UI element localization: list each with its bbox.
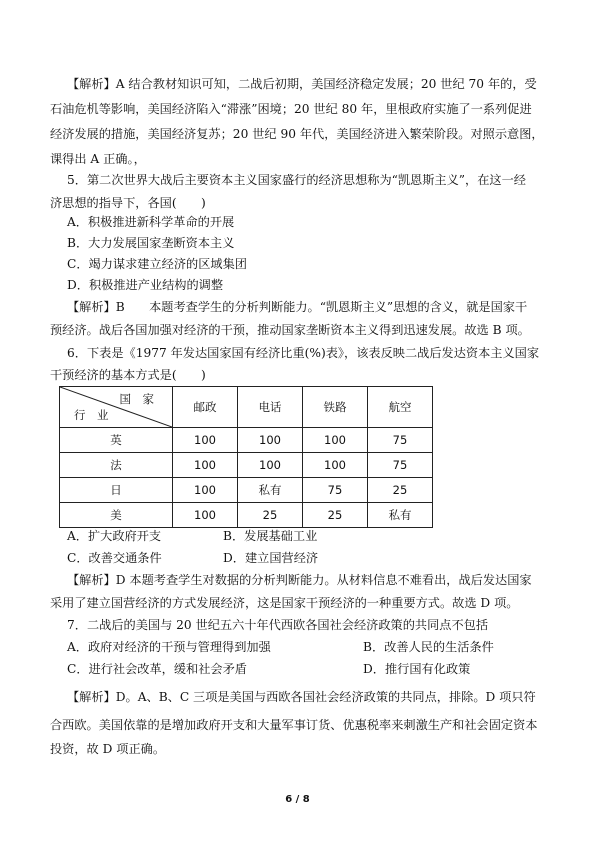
option-d: D．建立国营经济 xyxy=(223,551,319,565)
question-text: 干预经济的基本方式是( ) xyxy=(50,368,206,382)
table-cell: 100 xyxy=(173,503,238,528)
option-b: B．改善人民的生活条件 xyxy=(363,640,494,654)
table-cell: 25 xyxy=(238,503,303,528)
table-row xyxy=(60,478,433,503)
table-cell: 75 xyxy=(303,478,368,503)
analysis-text: 合西欧。美国依靠的是增加政府开支和大量军事订货、优惠税率来刺激生产和社会固定资本 xyxy=(50,718,538,732)
option-c: C．进行社会改革，缓和社会矛盾 xyxy=(67,662,247,676)
analysis-text: 投资，故 D 项正确。 xyxy=(50,742,166,756)
option-b: B．大力发展国家垄断资本主义 xyxy=(67,236,235,250)
row-country: 美 xyxy=(60,503,173,528)
table-cell: 100 xyxy=(173,478,238,503)
option-c: C．改善交通条件 xyxy=(67,551,162,565)
option-a: A．积极推进新科学革命的开展 xyxy=(67,215,235,229)
table-cell: 100 xyxy=(303,453,368,478)
option-a: A．扩大政府开支 xyxy=(67,529,162,543)
column-header: 铁路 xyxy=(303,387,368,428)
analysis-text: 石油危机等影响，美国经济陷入“滞涨”困境；20 世纪 80 年，里根政府实施了一系列促进 xyxy=(50,102,532,116)
table-cell: 75 xyxy=(368,453,433,478)
table-cell: 100 xyxy=(173,428,238,453)
option-b: B．发展基础工业 xyxy=(223,529,318,543)
table-cell: 25 xyxy=(303,503,368,528)
question-text: 7．二战后的美国与 20 世纪五六十年代西欧各国社会经济政策的共同点不包括 xyxy=(67,618,489,632)
table-cell: 私有 xyxy=(238,478,303,503)
analysis-text: 【解析】A 结合教材知识可知，二战后初期，美国经济稳定发展；20 世纪 70 年的，受 xyxy=(67,77,537,91)
column-header: 航空 xyxy=(368,387,433,428)
data-table xyxy=(59,386,433,528)
table-cell: 100 xyxy=(173,453,238,478)
analysis-text: 经济发展的措施，美国经济复苏；20 世纪 90 年代，美国经济进入繁荣阶段。对照示意图， xyxy=(50,127,544,141)
analysis-text: 【解析】D 本题考查学生对数据的分析判断能力。从材料信息不难看出，战后发达国家 xyxy=(67,573,532,587)
analysis-text: 预经济。战后各国加强对经济的干预，推动国家垄断资本主义得到迅速发展。故选 B 项。 xyxy=(50,323,530,337)
option-d: D．积极推进产业结构的调整 xyxy=(67,278,224,292)
question-text: 济思想的指导下，各国( ) xyxy=(50,196,206,210)
option-d: D．推行国有化政策 xyxy=(363,662,471,676)
table-row xyxy=(60,503,433,528)
table-cell: 25 xyxy=(368,478,433,503)
row-country: 日 xyxy=(60,478,173,503)
table-row xyxy=(60,428,433,453)
corner-industry-label: 行 业 xyxy=(74,408,109,422)
column-header: 电话 xyxy=(238,387,303,428)
option-c: C．竭力谋求建立经济的区域集团 xyxy=(67,257,247,271)
question-text: 6．下表是《1977 年发达国家国有经济比重(%)表》，该表反映二战后发达资本主义国家 xyxy=(67,346,540,360)
table-cell: 100 xyxy=(238,453,303,478)
page-number: 6 / 8 xyxy=(285,794,310,805)
table-corner-cell xyxy=(60,387,173,428)
question-text: 5．第二次世界大战后主要资本主义国家盛行的经济思想称为“凯恩斯主义”，在这一经 xyxy=(67,173,526,187)
table-cell: 100 xyxy=(303,428,368,453)
analysis-text: 【解析】B 本题考查学生的分析判断能力。“凯恩斯主义”思想的含义，就是国家干 xyxy=(67,300,528,314)
option-a: A．政府对经济的干预与管理得到加强 xyxy=(67,640,271,654)
analysis-text: 【解析】D。A、B、C 三项是美国与西欧各国社会经济政策的共同点，排除。D 项只符 xyxy=(67,690,536,704)
row-country: 法 xyxy=(60,453,173,478)
corner-country-label: 国 家 xyxy=(119,392,154,406)
table-row xyxy=(60,453,433,478)
row-country: 英 xyxy=(60,428,173,453)
analysis-text: 课得出 A 正确。， xyxy=(50,152,146,166)
column-header: 邮政 xyxy=(173,387,238,428)
table-cell: 100 xyxy=(238,428,303,453)
analysis-text: 采用了建立国营经济的方式发展经济，这是国家干预经济的一种重要方式。故选 D 项。 xyxy=(50,596,519,610)
table-cell: 私有 xyxy=(368,503,433,528)
table-cell: 75 xyxy=(368,428,433,453)
